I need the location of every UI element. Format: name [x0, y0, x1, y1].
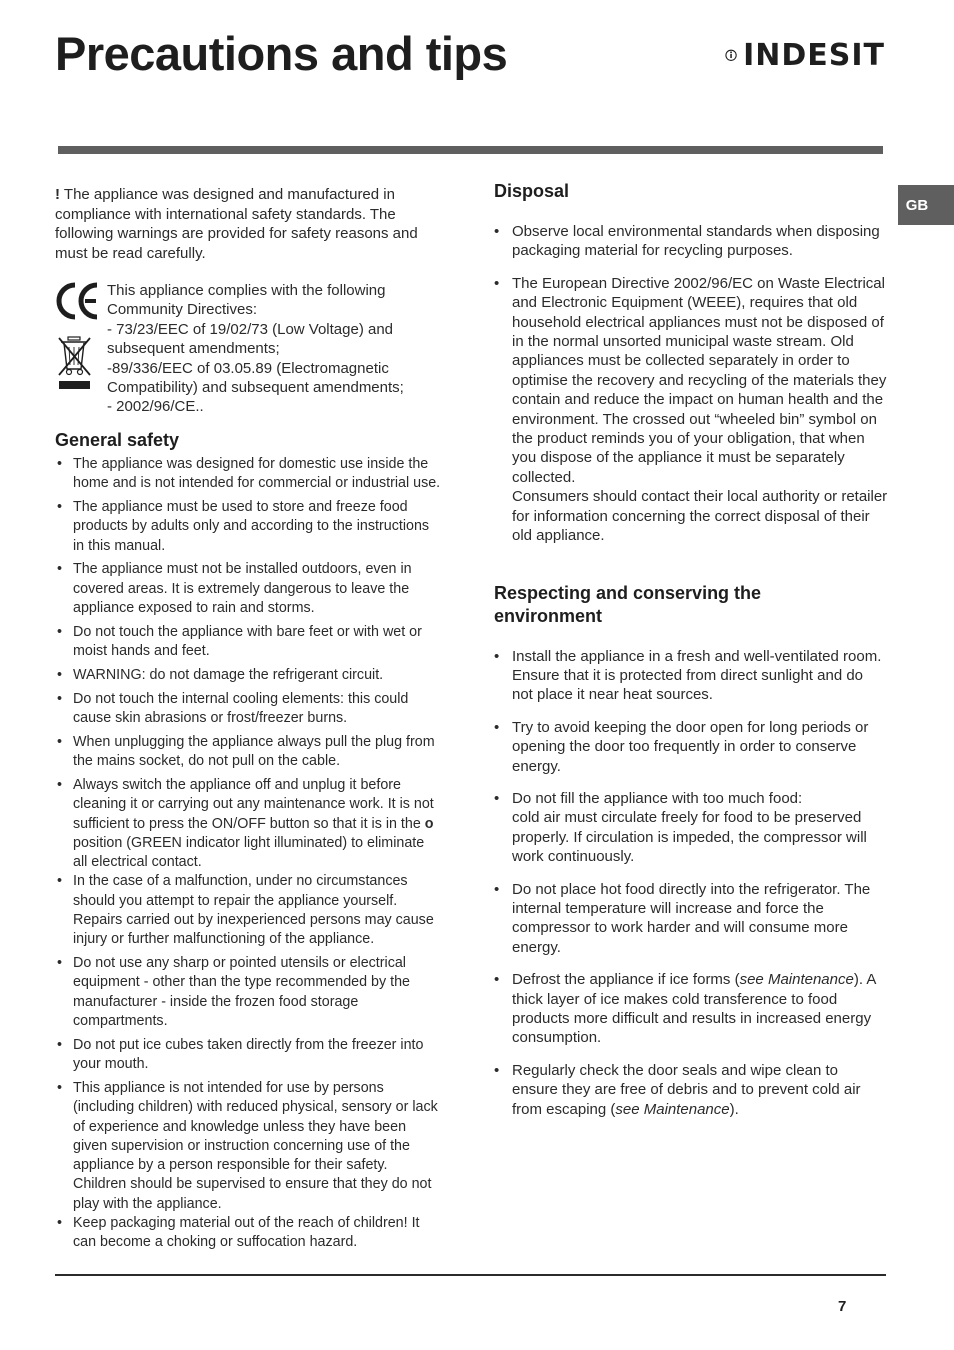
list-item: • Do not put ice cubes taken directly from the freezer into your mouth. [55, 1036, 441, 1075]
list-item-text: Defrost the appliance if ice forms ( [512, 971, 740, 989]
list-item: • Do not use any sharp or pointed utensils or electrical equipment - other than the type recommended by the manufacturer - inside the frozen food storage compartments. [55, 954, 441, 1031]
footer-divider [55, 1274, 886, 1276]
intro-paragraph [55, 185, 441, 263]
list-item [55, 776, 441, 872]
list-item-text: • The European Directive 2002/96/EC on Waste Electrical and Electronic Equipment (WEEE), requires that old household electrical appliances must not be disposed of in the normal unsorted municipal waste stream. Old appliances must be collected separately in order to optimise the recovery and recycling of the materials they contain and reduce the impact on human health and the environment. The crossed out “wheeled bin” symbol on the product reminds you of your obligation, that when you dispose of the appliance it must be separately collected. [512, 274, 887, 486]
intro-text: The appliance was designed and manufactured in compliance with international safety standards. The following warnings are provided for safety reasons and must be read carefully. [55, 186, 418, 262]
off-position-symbol: o [424, 815, 434, 832]
list-item: • Do not place hot food directly into the refrigerator. The internal temperature will increase and force the compressor to work harder and will consume more energy. [494, 880, 888, 958]
crossed-bin-icon [55, 335, 95, 391]
list-item-text: • Do not fill the appliance with too much food: [512, 789, 803, 807]
directives-line: This appliance complies with the following [107, 282, 386, 299]
page-number: 7 [838, 1298, 847, 1315]
ce-mark-icon [55, 281, 101, 321]
list-item-text: ). A thick layer of ice makes cold transference to food products more difficult and results in increased energy consumption. [512, 971, 876, 1047]
environment-heading [494, 582, 888, 628]
directives-line: subsequent amendments; [107, 340, 280, 358]
list-item: • The appliance must be used to store and freeze food products by adults only and according to the instructions in this manual. [55, 498, 441, 556]
list-item: • Do not touch the appliance with bare feet or with wet or moist hands and feet. [55, 623, 441, 662]
directives-line: -89/336/EEC of 03.05.89 (Electromagnetic [107, 359, 389, 377]
header-divider [58, 146, 883, 154]
list-item [494, 1061, 888, 1119]
list-item-text: position (GREEN indicator light illuminated) to eliminate all electrical contact. [73, 834, 425, 871]
list-item: • Do not touch the internal cooling elements: this could cause skin abrasions or frost/freezer burns. [55, 690, 441, 729]
cross-reference: see Maintenance [615, 1100, 730, 1118]
disposal-list [494, 222, 888, 546]
disposal-heading: Disposal [494, 181, 570, 201]
list-item: • This appliance is not intended for use by persons (including children) with reduced physical, sensory or lack of experience and knowledge unless they have been given supervision or instruction concerning use of the appliance by a person responsible for their safety. Children should be supervised to ensure that they do not play with the appliance. [55, 1079, 441, 1214]
directives-line: Compatibility) and subsequent amendments; [107, 379, 404, 397]
cross-reference: see Maintenance [739, 971, 854, 989]
list-item: • Observe local environmental standards when disposing packaging material for recycling purposes. [494, 222, 888, 261]
list-item-text: Always switch the appliance off and unplug it before cleaning it or carrying out any maintenance work. It is not sufficient to press the ON/OFF button so that it is in the [73, 776, 434, 832]
general-safety-heading: General safety [55, 430, 180, 450]
right-column [494, 180, 888, 1132]
list-item: • The appliance must not be installed outdoors, even in covered areas. It is extremely dangerous to leave the appliance exposed to rain and storms. [55, 560, 441, 618]
brand-name: INDESIT [743, 37, 885, 73]
list-item: • Try to avoid keeping the door open for long periods or opening the door too frequently in order to conserve energy. [494, 718, 888, 776]
list-item: • In the case of a malfunction, under no circumstances should you attempt to repair the appliance yourself. Repairs carried out by inexperienced persons may cause injury or further malfunctioning of the appliance. [55, 872, 441, 949]
list-item [494, 970, 888, 1048]
list-item: • Keep packaging material out of the reach of children! It can become a choking or suffocation hazard. [55, 1214, 441, 1253]
page-title: Precautions and tips [55, 27, 508, 80]
list-item: • The appliance was designed for domestic use inside the home and is not intended for commercial or industrial use. [55, 455, 441, 494]
language-tab: GB [898, 185, 954, 225]
directives-block [55, 281, 441, 416]
list-item-text: cold air must circulate freely for food to be preserved properly. If circulation is impeded, the compressor will work continuously. [512, 809, 867, 866]
warning-mark: ! [55, 186, 60, 203]
general-safety-list [55, 455, 441, 1253]
environment-list [494, 647, 888, 1120]
list-item [494, 274, 888, 546]
list-item: • Install the appliance in a fresh and well-ventilated room. Ensure that it is protected from direct sunlight and do not place it near heat sources. [494, 647, 888, 705]
directives-line: Community Directives: [107, 301, 258, 319]
heading-line: Respecting and conserving the [494, 582, 762, 603]
list-item: • When unplugging the appliance always pull the plug from the mains socket, do not pull on the cable. [55, 733, 441, 772]
list-item [494, 789, 888, 867]
indesit-i-icon [725, 34, 737, 76]
indesit-logo [725, 32, 885, 78]
list-item-text: Regularly check the door seals and wipe clean to ensure they are free of debris and to prevent cold air from escaping ( [512, 1061, 861, 1118]
directives-line: - 2002/96/CE.. [107, 398, 204, 416]
directives-text [107, 281, 437, 417]
list-item-text: Consumers should contact their local authority or retailer for information concerning the correct disposal of their old appliance. [512, 488, 888, 545]
heading-line: environment [494, 605, 603, 626]
list-item-text: ). [729, 1100, 739, 1118]
directives-line: - 73/23/EEC of 19/02/73 (Low Voltage) and [107, 320, 394, 338]
list-item: • WARNING: do not damage the refrigerant circuit. [55, 666, 441, 685]
left-column [55, 185, 441, 1257]
